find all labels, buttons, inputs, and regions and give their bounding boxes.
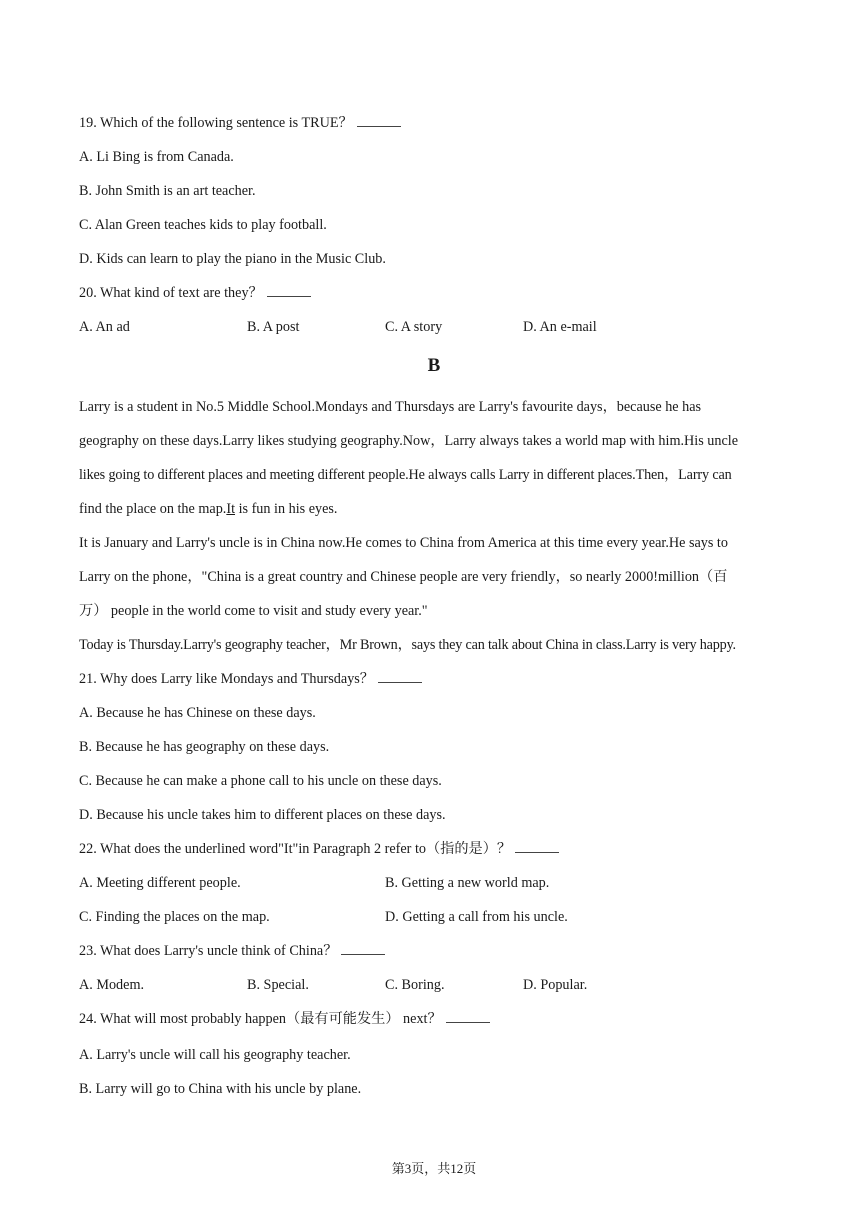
option-20a: A. An ad xyxy=(79,319,130,335)
question-19 xyxy=(79,113,401,133)
question-21 xyxy=(79,669,422,689)
option-21a: A. Because he has Chinese on these days. xyxy=(79,705,316,721)
passage-line: geography on these days.Larry likes studying geography.Now，Larry always takes a world map with him.His uncle xyxy=(79,433,739,449)
option-22c: C. Finding the places on the map. xyxy=(79,909,270,925)
option-19b: B. John Smith is an art teacher. xyxy=(79,183,256,199)
option-23c: C. Boring. xyxy=(385,977,445,993)
option-20b: B. A post xyxy=(247,319,300,335)
option-22a: A. Meeting different people. xyxy=(79,875,241,891)
option-24a: A. Larry's uncle will call his geography teacher. xyxy=(79,1047,351,1063)
option-21b: B. Because he has geography on these days. xyxy=(79,739,330,755)
option-23b: B. Special. xyxy=(247,977,309,993)
question-24 xyxy=(79,1009,490,1029)
option-24b: B. Larry will go to China with his uncle by plane. xyxy=(79,1081,362,1097)
passage-line: Larry on the phone，"China is a great country and Chinese people are very friendly，so nearly 2000!million（百 xyxy=(79,569,728,585)
passage-text: find the place on the map. xyxy=(79,501,227,517)
option-22d: D. Getting a call from his uncle. xyxy=(385,909,568,925)
answer-blank xyxy=(378,670,422,683)
passage-line: likes going to different places and meeting different people.He always calls Larry in different places.Then，Larry can xyxy=(79,467,732,483)
question-22 xyxy=(79,839,559,859)
option-23a: A. Modem. xyxy=(79,977,145,993)
option-23d: D. Popular. xyxy=(523,977,588,993)
passage-text: is fun in his eyes. xyxy=(235,501,338,517)
passage-line: 万） people in the world come to visit and study every year." xyxy=(79,603,428,619)
passage-line: Today is Thursday.Larry's geography teacher，Mr Brown，says they can talk about China in class.Larry is very happy. xyxy=(79,637,736,653)
answer-blank xyxy=(446,1010,490,1023)
question-22-stem: 22. What does the underlined word"It"in Paragraph 2 refer to（指的是）？ xyxy=(79,841,512,857)
answer-blank xyxy=(515,840,559,853)
option-19a: A. Li Bing is from Canada. xyxy=(79,149,234,165)
passage-line: It is January and Larry's uncle is in China now.He comes to China from America at this time every year.He says to xyxy=(79,535,728,551)
underlined-word: It xyxy=(226,501,236,517)
option-21d: D. Because his uncle takes him to different places on these days. xyxy=(79,807,446,823)
question-23-stem: 23. What does Larry's uncle think of China？ xyxy=(79,943,338,959)
question-21-stem: 21. Why does Larry like Mondays and Thursdays？ xyxy=(79,671,374,687)
question-23 xyxy=(79,941,385,961)
option-19d: D. Kids can learn to play the piano in the Music Club. xyxy=(79,251,386,267)
option-21c: C. Because he can make a phone call to his uncle on these days. xyxy=(79,773,442,789)
passage-line xyxy=(79,499,791,519)
question-20 xyxy=(79,283,311,303)
option-20d: D. An e-mail xyxy=(523,319,597,335)
question-19-stem: 19. Which of the following sentence is TRUE？ xyxy=(79,115,353,131)
option-22b: B. Getting a new world map. xyxy=(385,875,550,891)
question-20-stem: 20. What kind of text are they？ xyxy=(79,285,263,301)
option-19c: C. Alan Green teaches kids to play football. xyxy=(79,217,327,233)
answer-blank xyxy=(341,942,385,955)
section-heading: B xyxy=(427,355,441,376)
option-20c: C. A story xyxy=(385,319,443,335)
page-number: 第3页，共12页 xyxy=(391,1161,477,1176)
passage-line: Larry is a student in No.5 Middle School.Mondays and Thursdays are Larry's favourite days，because he has xyxy=(79,399,702,415)
question-24-stem: 24. What will most probably happen（最有可能发生） next？ xyxy=(79,1011,442,1027)
answer-blank xyxy=(357,114,401,127)
answer-blank xyxy=(267,284,311,297)
